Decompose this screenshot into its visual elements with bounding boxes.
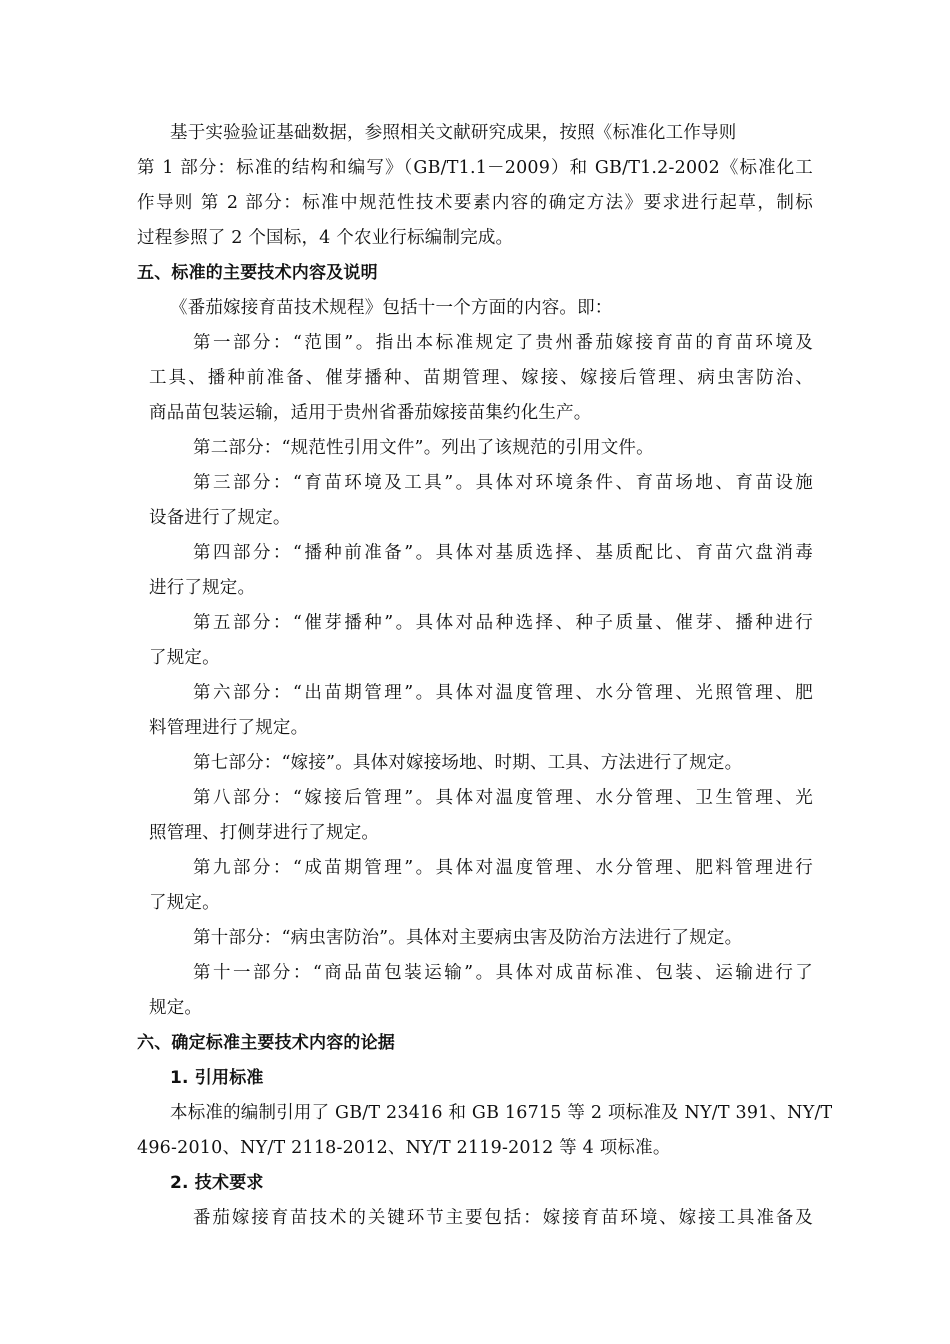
intro-line-3: 作导则 第 2 部分：标准中规范性技术要素内容的确定方法》要求进行起草，制标 xyxy=(137,193,813,213)
intro-line-2: 第 1 部分：标准的结构和编写》（GB/T1.1－2009）和 GB/T1.2-2002《标准化工 xyxy=(137,158,813,178)
part-10-line-1: 第十部分：“病虫害防治”。具体对主要病虫害及防治方法进行了规定。 xyxy=(193,928,743,948)
part-8-line-2: 照管理、打侧芽进行了规定。 xyxy=(149,823,380,843)
part-6-line-2: 料管理进行了规定。 xyxy=(149,718,309,738)
subsection-1-line-1: 本标准的编制引用了 GB/T 23416 和 GB 16715 等 2 项标准及 NY/T 391、NY/T xyxy=(170,1103,833,1123)
part-6-line-1: 第六部分：“出苗期管理”。具体对温度管理、水分管理、光照管理、肥 xyxy=(193,683,813,703)
part-5-line-2: 了规定。 xyxy=(149,648,220,668)
part-3-line-2: 设备进行了规定。 xyxy=(149,508,291,528)
section-5-lead: 《番茄嫁接育苗技术规程》包括十一个方面的内容。即： xyxy=(170,298,613,318)
part-11-line-1: 第十一部分：“商品苗包装运输”。具体对成苗标准、包装、运输进行了 xyxy=(193,963,813,983)
part-8-line-1: 第八部分：“嫁接后管理”。具体对温度管理、水分管理、卫生管理、光 xyxy=(193,788,813,808)
part-5-line-1: 第五部分：“催芽播种”。具体对品种选择、种子质量、催芽、播种进行 xyxy=(193,613,813,633)
subsection-1-line-2: 496-2010、NY/T 2118-2012、NY/T 2119-2012 等 4 项标准。 xyxy=(137,1138,671,1158)
part-1-line-2: 工具、播种前准备、催芽播种、苗期管理、嫁接、嫁接后管理、病虫害防治、 xyxy=(149,368,813,388)
subsection-2-line-1: 番茄嫁接育苗技术的关键环节主要包括：嫁接育苗环境、嫁接工具准备及 xyxy=(193,1208,813,1228)
subsection-1-heading: 1. 引用标准 xyxy=(170,1068,264,1088)
part-9-line-1: 第九部分：“成苗期管理”。具体对温度管理、水分管理、肥料管理进行 xyxy=(193,858,813,878)
part-2-line-1: 第二部分：“规范性引用文件”。列出了该规范的引用文件。 xyxy=(193,438,654,458)
part-1-line-3: 商品苗包装运输，适用于贵州省番茄嫁接苗集约化生产。 xyxy=(149,403,592,423)
section-6-heading: 六、确定标准主要技术内容的论据 xyxy=(137,1033,395,1053)
part-7-line-1: 第七部分：“嫁接”。具体对嫁接场地、时期、工具、方法进行了规定。 xyxy=(193,753,743,773)
intro-line-1: 基于实验验证基础数据，参照相关文献研究成果，按照《标准化工作导则 xyxy=(170,123,737,143)
section-5-heading: 五、标准的主要技术内容及说明 xyxy=(137,263,378,283)
intro-line-4: 过程参照了 2 个国标，4 个农业行标编制完成。 xyxy=(137,228,514,248)
part-11-line-2: 规定。 xyxy=(149,998,203,1018)
part-3-line-1: 第三部分：“育苗环境及工具”。具体对环境条件、育苗场地、育苗设施 xyxy=(193,473,813,493)
part-4-line-2: 进行了规定。 xyxy=(149,578,256,598)
part-9-line-2: 了规定。 xyxy=(149,893,220,913)
part-4-line-1: 第四部分：“播种前准备”。具体对基质选择、基质配比、育苗穴盘消毒 xyxy=(193,543,813,563)
part-1-line-1: 第一部分：“范围”。指出本标准规定了贵州番茄嫁接育苗的育苗环境及 xyxy=(193,333,813,353)
subsection-2-heading: 2. 技术要求 xyxy=(170,1173,264,1193)
